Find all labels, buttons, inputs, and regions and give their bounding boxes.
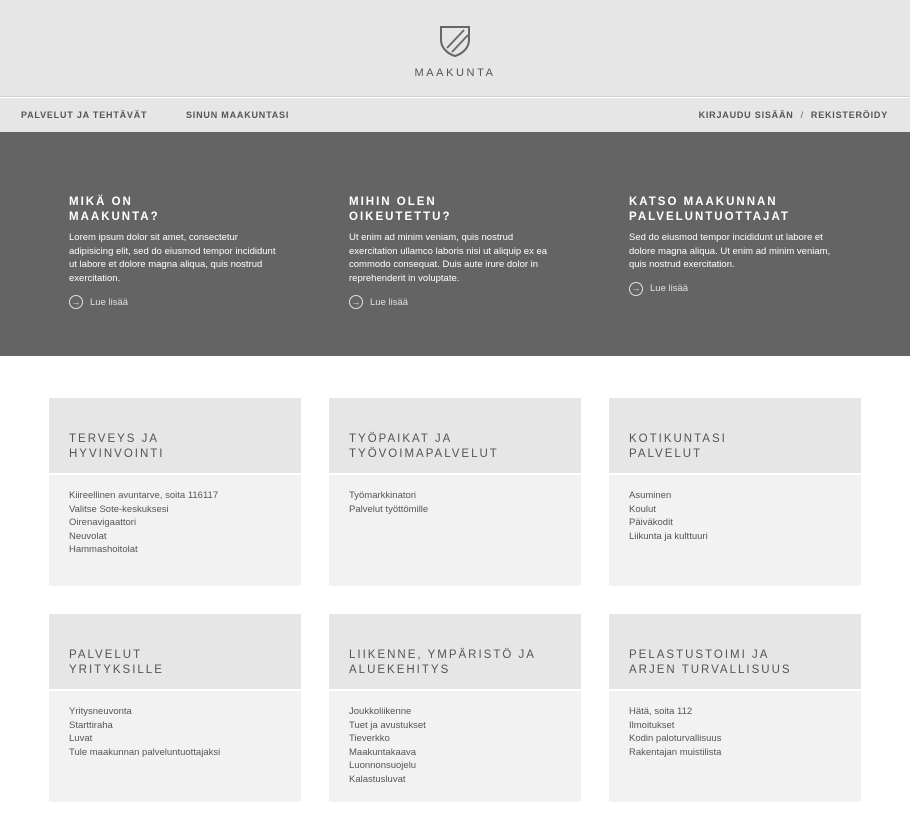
read-more-link[interactable] [629,282,849,296]
card-link[interactable]: Tieverkko [349,733,390,744]
shield-icon[interactable] [438,24,472,58]
arrow-right-icon: → [629,282,643,296]
card-link[interactable]: Starttiraha [69,719,113,731]
card-link[interactable]: Neuvolat [69,530,107,542]
service-card-jobs [329,398,581,586]
card-link[interactable]: Liikunta ja kulttuuri [629,530,708,542]
hero-text: Sed do eiusmod tempor incididunt ut labore et dolore magna aliqua. Ut enim ad minim veniam, quis nostrud exercitation. [629,232,831,270]
card-link[interactable]: Päiväkodit [629,517,673,528]
read-more-label: Lue lisää [370,296,409,308]
card-link[interactable]: Työmarkkinatori [349,490,417,501]
card-link[interactable]: Oirenavigaattori [69,517,137,528]
card-link-list [609,475,861,543]
card-link[interactable]: Luvat [69,733,93,744]
card-link-list [49,475,301,557]
card-link[interactable]: Hammashoitolat [69,544,138,555]
hero-text: Lorem ipsum dolor sit amet, consectetur adipisicing elit, sed do eiusmod tempor incididunt ut labore et dolore magna aliqua, quis nostrud exercitation. [69,232,276,284]
card-title[interactable]: KOTIKUNTASI PALVELUT [629,433,727,460]
card-link[interactable]: Kiireellinen avuntarve, soita 116117 [69,490,219,501]
auth-links [699,110,888,120]
auth-separator: / [800,110,804,120]
nav-item-your-region[interactable]: SINUN MAAKUNTASI [186,110,290,120]
card-title[interactable]: TERVEYS JA HYVINVOINTI [69,433,165,460]
card-link[interactable]: Kalastusluvat [349,773,406,785]
card-link[interactable]: Maakuntakaava [349,746,417,758]
card-link[interactable]: Rakentajan muistilista [629,746,722,758]
service-card-safety [609,614,861,802]
card-link[interactable]: Koulut [629,503,656,515]
service-card-municipality [609,398,861,586]
hero-column [69,195,289,309]
card-title[interactable]: TYÖPAIKAT JA TYÖVOIMAPALVELUT [349,433,499,460]
card-link[interactable]: Joukkoliikenne [349,706,412,717]
card-link[interactable]: Hätä, soita 112 [629,706,693,717]
read-more-link[interactable] [349,295,569,309]
card-link[interactable]: Luonnonsuojelu [349,760,417,771]
card-link[interactable]: Kodin paloturvallisuus [629,733,722,744]
card-link[interactable]: Asuminen [629,490,672,501]
card-link[interactable]: Yritysneuvonta [69,706,132,717]
hero-column [629,195,849,296]
nav-item-services[interactable]: PALVELUT JA TEHTÄVÄT [21,110,148,120]
hero-column [349,195,569,309]
card-title[interactable]: PALVELUT YRITYKSILLE [69,649,164,676]
card-link[interactable]: Tule maakunnan palveluntuottajaksi [69,746,221,758]
card-link[interactable]: Palvelut työttömille [349,503,429,515]
card-title[interactable]: LIIKENNE, YMPÄRISTÖ JA ALUEKEHITYS [349,649,536,676]
hero-title: MIHIN OLEN OIKEUTETTU? [349,196,452,223]
card-header [49,398,301,475]
service-card-business [49,614,301,802]
card-header [49,614,301,691]
brand-name: MAAKUNTA [414,67,496,79]
hero-title: MIKÄ ON MAAKUNTA? [69,196,160,223]
hero-section [0,132,910,356]
card-link[interactable]: Ilmoitukset [629,719,675,731]
hero-text: Ut enim ad minim veniam, quis nostrud exercitation ullamco laboris nisi ut aliquip ex ea commodo consequat. Duis aute irure dolor in reprehenderit in voluptate. [349,232,548,284]
card-link-list [329,475,581,516]
arrow-right-icon: → [349,295,363,309]
card-link[interactable]: Valitse Sote-keskuksesi [69,503,169,515]
card-link-list [49,691,301,759]
card-title[interactable]: PELASTUSTOIMI JA ARJEN TURVALLISUUS [629,649,792,676]
login-link[interactable]: KIRJAUDU SISÄÄN [698,110,794,120]
card-header [609,398,861,475]
card-link[interactable]: Tuet ja avustukset [349,719,426,731]
register-link[interactable]: REKISTERÖIDY [810,110,888,120]
site-header [0,0,910,97]
service-card-traffic [329,614,581,802]
service-card-health [49,398,301,586]
arrow-right-icon: → [69,295,83,309]
read-more-label: Lue lisää [90,296,129,308]
hero-title: KATSO MAAKUNNAN PALVELUNTUOTTAJAT [629,196,790,223]
card-header [609,614,861,691]
main-nav [0,98,910,132]
card-link-list [329,691,581,786]
card-header [329,398,581,475]
card-link-list [609,691,861,759]
card-header [329,614,581,691]
read-more-label: Lue lisää [650,283,689,294]
read-more-link[interactable] [69,295,289,309]
